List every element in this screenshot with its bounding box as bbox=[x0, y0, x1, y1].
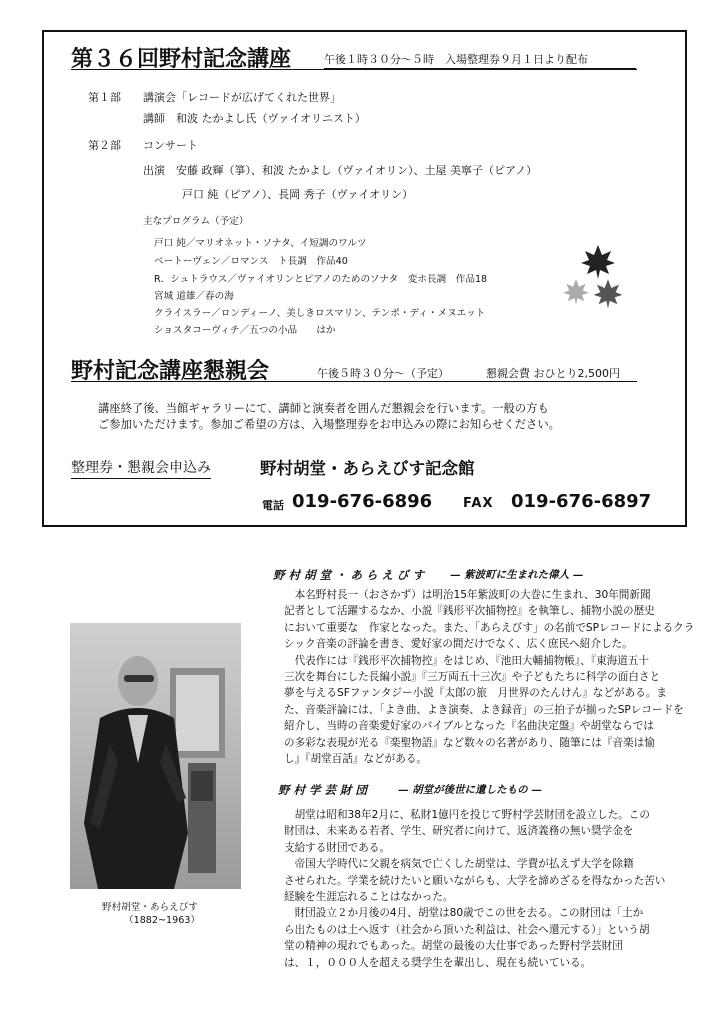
article2-line: 支給する財団である。 bbox=[284, 841, 390, 854]
article1-title: 野 村 胡 堂 ・ あ ら え び す bbox=[273, 568, 425, 582]
article2-line: 胡堂は昭和38年2月に、私財1億円を投じて野村学芸財団を設立した。この bbox=[284, 809, 650, 821]
party-time-note: 午後５時３０分～（予定） bbox=[317, 367, 449, 380]
apply-label: 整理券・懇親会申込み bbox=[71, 457, 211, 479]
article2-line: ら出たものは土へ返す（社会から頂いた利益は、社会へ還元する）」という胡 bbox=[284, 923, 650, 936]
article2-line: は、１，０００人を超える奨学生を輩出し、現在も続いている。 bbox=[284, 956, 592, 969]
photo-caption-name: 野村胡堂・あらえびす bbox=[102, 902, 198, 913]
article2-line: 帝国大学時代に父親を病気で亡くした胡堂は、学費が払えず大学を除籍 bbox=[284, 858, 634, 871]
article1-subtitle: — 紫波町に生まれた偉人 — bbox=[450, 569, 584, 581]
program-item: 宮城 道雄／春の海 bbox=[154, 291, 234, 302]
performers-line1: 出演 安藤 政輝（箏）、和波 たかよし（ヴァイオリン）、土屋 美寧子（ピアノ） bbox=[143, 164, 538, 177]
party-underline bbox=[71, 381, 637, 382]
party-text-line2: ご参加いただけます。参加ご希望の方は、入場整理券をお申込みの際にお知らせください。 bbox=[98, 418, 560, 431]
article2-line: 堂の精神の現れでもあった。胡堂の最後の大仕事であった野村学芸財団 bbox=[284, 940, 623, 953]
program-item: 戸口 純／マリオネット・ソナタ、イ短調のワルツ bbox=[154, 238, 367, 249]
party-text-line1: 講座終了後、当館ギャラリーにて、講師と演奏者を囲んだ懇親会を行います。一般の方も bbox=[98, 402, 549, 415]
article1-line: 代表作には『銭形平次捕物控』をはじめ、『池田大輔捕物帳』、『東海道五十 bbox=[284, 654, 650, 667]
tel-label: 電話 bbox=[262, 499, 284, 512]
part2-text: コンサート bbox=[143, 139, 198, 152]
article2-body bbox=[284, 807, 665, 971]
article1-line: シック音楽の評論を書き、愛好家の間だけでなく、広く庶民へ紹介した。 bbox=[284, 638, 633, 651]
article1-line: 三次を舞台にした長編小説』『三万両五十三次』や子どもたちに科学の面白さと bbox=[284, 671, 661, 684]
lecturer: 講師 和波 たかよし氏（ヴァイオリニスト） bbox=[143, 112, 366, 125]
part2-label: 第２部 bbox=[88, 139, 121, 152]
article1-line: 本名野村長一（おさかず）は明治15年紫波町の大巻に生まれ、30年間新聞 bbox=[284, 589, 651, 601]
organization-name: 野村胡堂・あらえびす記念館 bbox=[260, 459, 475, 478]
article1-line: 紹介し、当時の音楽愛好家のバイブルとなった『名曲決定盤』や胡堂ならでは bbox=[284, 720, 654, 733]
article2-subtitle: — 胡堂が後世に遺したもの — bbox=[398, 784, 542, 796]
program-item: ショスタコーヴィチ／五つの小品 はか bbox=[154, 325, 336, 336]
article2-line: 経験を生涯忘れることはなかった。 bbox=[284, 891, 454, 904]
article2-line: 財団は、未来ある若者、学生、研究者に向けて、返済義務の無い奨学金を bbox=[284, 825, 634, 838]
event-time-note: 午後１時３０分～５時 入場整理券９月１日より配布 bbox=[324, 51, 636, 69]
article2-title: 野 村 学 芸 財 団 bbox=[278, 783, 368, 797]
title-underline bbox=[71, 69, 637, 70]
performers-line2: 戸口 純（ピアノ）、長岡 秀子（ヴァイオリン） bbox=[182, 188, 414, 201]
article2-line: させられた。学業を続けたいと願いながらも、大学を諦めざるを得なかった苦い bbox=[284, 874, 666, 887]
fax-number: 019-676-6897 bbox=[511, 491, 652, 512]
article1-body bbox=[284, 587, 694, 767]
article1-line: において重要な 作家となった。また、「あらえびす」の名前でSPレコードによるクラ bbox=[284, 621, 695, 634]
event-title: 第３６回野村記念講座 bbox=[71, 46, 292, 72]
article2-line: 財団設立２か月後の4月、胡堂は80歳でこの世を去る。この財団は「土か bbox=[284, 907, 644, 920]
portrait-photo bbox=[70, 623, 241, 889]
maple-leaf-icon bbox=[563, 279, 589, 305]
program-item: ベートーヴェン／ロマンス ト長調 作品40 bbox=[154, 256, 348, 267]
article1-line: し』『胡堂百話』などがある。 bbox=[284, 753, 428, 766]
party-title: 野村記念講座懇親会 bbox=[71, 358, 270, 384]
party-fee: 懇親会費 おひとり2,500円 bbox=[486, 367, 620, 380]
tel-number: 019-676-6896 bbox=[292, 491, 433, 512]
article1-line: 夢を与えるSFファンタジー小説『太郎の旅 月世界のたんけん』などがある。ま bbox=[284, 687, 667, 700]
program-item: R．シュトラウス／ヴァイオリンとピアノのためのソナタ 変ホ長調 作品18 bbox=[154, 274, 488, 285]
article1-line: の多彩な表現が光る『楽聖物語』など数々の名著があり、随筆には『音楽は愉 bbox=[284, 736, 655, 749]
article1-line: 記者として活躍するなか、小説『銭形平次捕物控』を執筆し、捕物小説の歴史 bbox=[284, 605, 655, 618]
part1-text: 講演会「レコードが広げてくれた世界」 bbox=[143, 91, 341, 104]
part1-label: 第１部 bbox=[88, 91, 121, 104]
fax-label: FAX bbox=[463, 496, 494, 511]
article1-line: た、音楽評論には、「よき曲、よき演奏、よき録音」の三拍子が揃ったSPレコードを bbox=[284, 703, 684, 716]
program-item: クライスラー／ロンディーノ、美しきロスマリン、テンポ・ディ・メヌエット bbox=[154, 308, 486, 319]
maple-leaf-icon bbox=[594, 280, 623, 309]
maple-leaves-decoration bbox=[562, 240, 632, 312]
program-heading: 主なプログラム（予定） bbox=[143, 216, 249, 227]
photo-caption-years: （1882~1963） bbox=[124, 915, 201, 926]
maple-leaf-icon bbox=[581, 245, 615, 279]
